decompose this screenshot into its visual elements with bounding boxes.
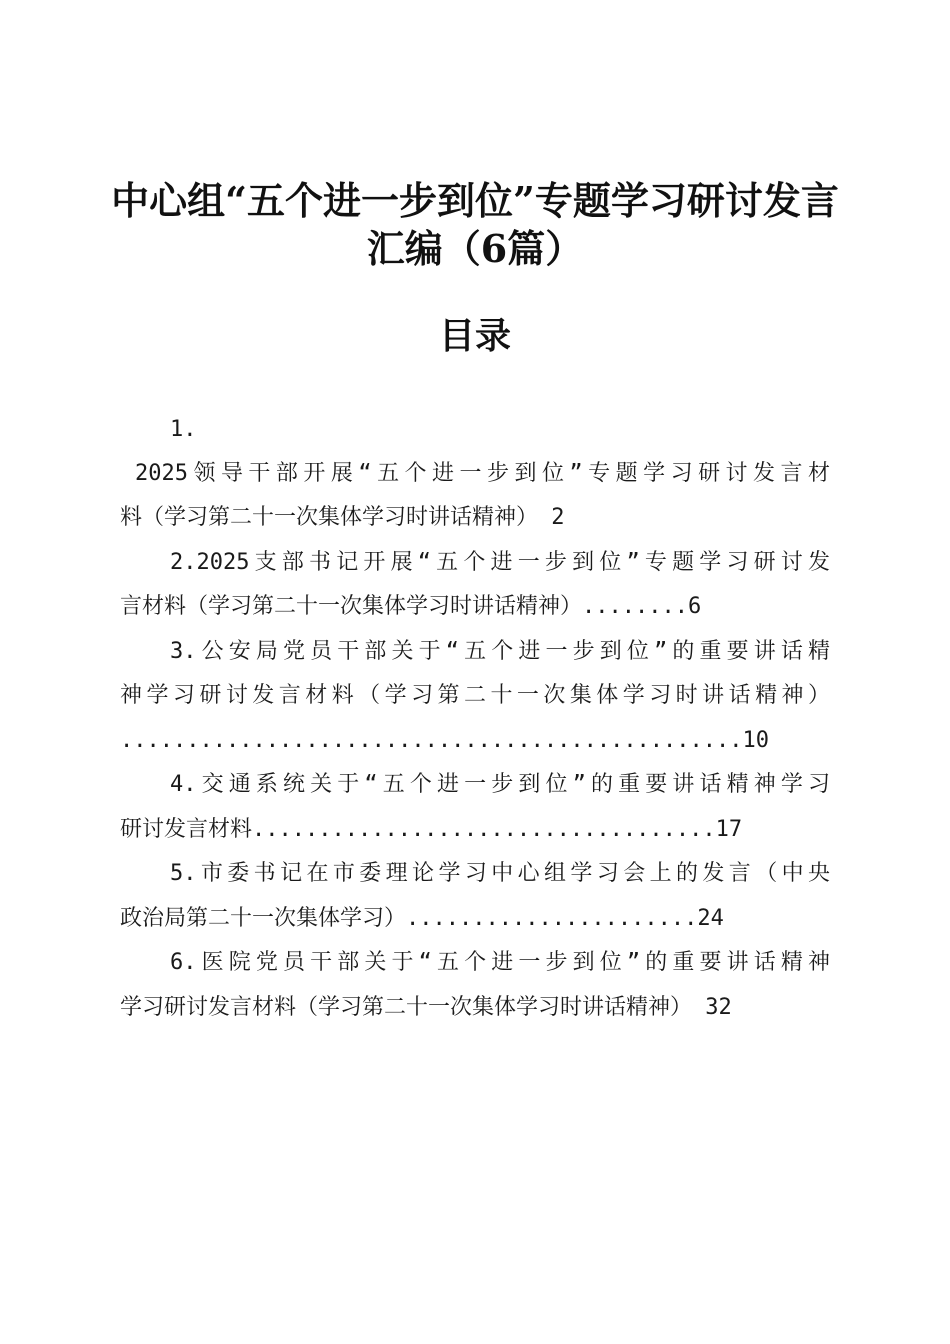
toc-entry-4-line1: 4.交通系统关于“五个进一步到位”的重要讲话精神学习 bbox=[170, 772, 830, 797]
toc-entry-6-line1: 6.医院党员干部关于“五个进一步到位”的重要讲话精神 bbox=[170, 950, 830, 975]
toc-entry-3-line3: ...............................................10 bbox=[120, 728, 770, 753]
toc-entry-3-line1: 3.公安局党员干部关于“五个进一步到位”的重要讲话精 bbox=[170, 639, 830, 664]
toc-entry-1-line2: 料（学习第二十一次集体学习时讲话精神） 2 bbox=[120, 505, 565, 530]
toc-entry-1-number: 1. bbox=[170, 417, 197, 442]
toc-entry-5-line2: 政治局第二十一次集体学习）......................24 bbox=[120, 906, 724, 931]
toc-entry-2-line1: 2.2025支部书记开展“五个进一步到位”专题学习研讨发 bbox=[170, 550, 830, 575]
document-title-line2: 汇编（6篇） bbox=[366, 226, 584, 271]
toc-entry-2-line2: 言材料（学习第二十一次集体学习时讲话精神）........6 bbox=[120, 594, 702, 619]
toc-entry-4-line2: 研讨发言材料...................................17 bbox=[120, 817, 743, 842]
toc-entry-3-line2: 神学习研讨发言材料（学习第二十一次集体学习时讲话精神） bbox=[120, 683, 830, 708]
toc-heading: 目录 bbox=[438, 315, 511, 357]
toc-entry-1-line1: 2025领导干部开展“五个进一步到位”专题学习研讨发言材 bbox=[135, 461, 830, 486]
document-title-line1: 中心组“五个进一步到位”专题学习研讨发言 bbox=[111, 178, 839, 223]
toc-entry-6-line2: 学习研讨发言材料（学习第二十一次集体学习时讲话精神） 32 bbox=[120, 995, 732, 1020]
toc-entry-5-line1: 5.市委书记在市委理论学习中心组学习会上的发言（中央 bbox=[170, 861, 830, 886]
